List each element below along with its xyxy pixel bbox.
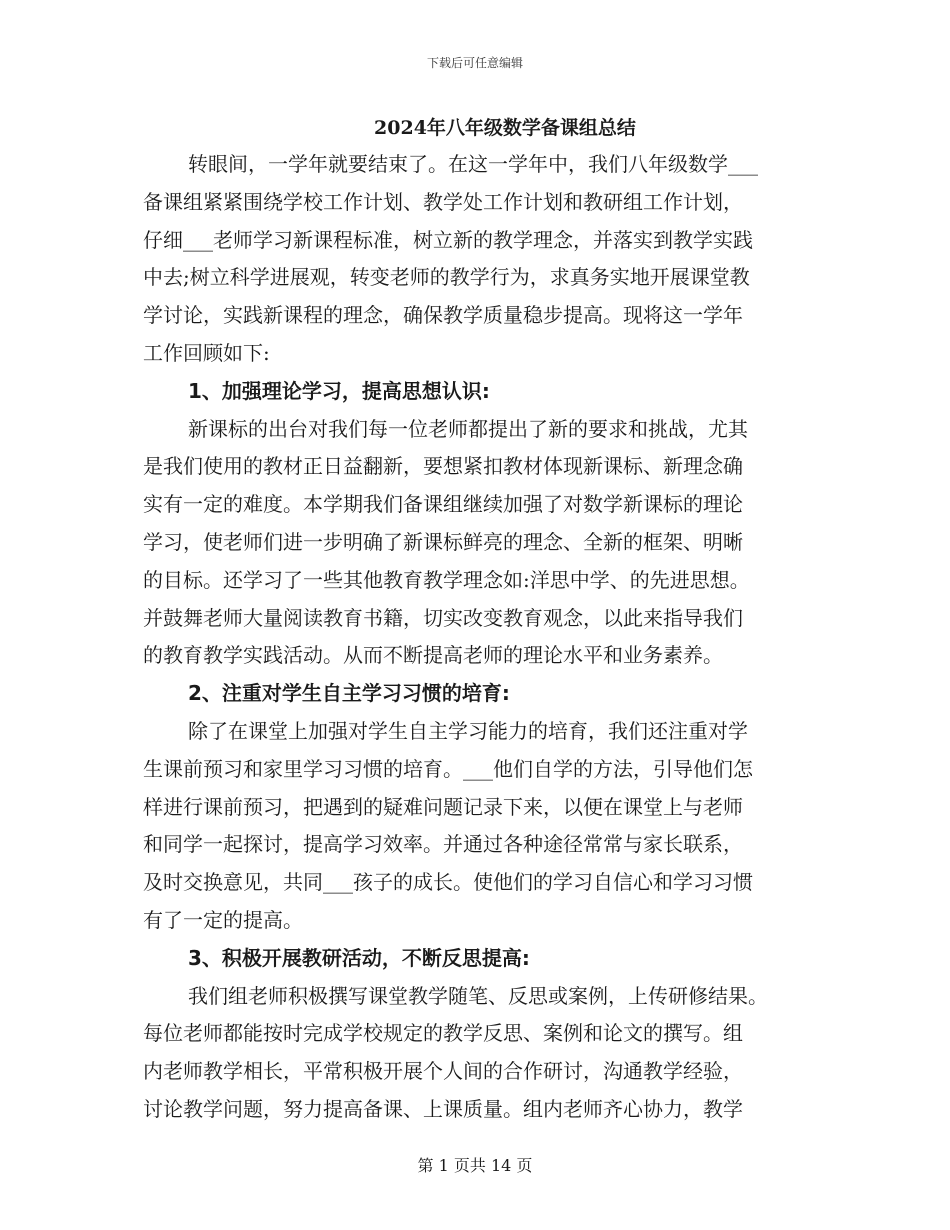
paragraph-line: 并鼓舞老师大量阅读教育书籍，切实改变教育观念，以此来指导我们 [143,605,743,630]
paragraph-line: 我们组老师积极撰写课堂教学随笔、反思或案例，上传研修结果。 [188,983,768,1008]
page-number: 第 1 页共 14 页 [417,1156,533,1175]
paragraph-line: 是我们使用的教材正日益翻新，要想紧扣教材体现新课标、新理念确 [143,454,743,479]
header-note: 下载后可任意编辑 [426,56,523,70]
section-heading: 2、注重对学生自主学习习惯的培育: [188,681,510,706]
paragraph-line: 每位老师都能按时完成学校规定的教学反思、案例和论文的撰写。组 [143,1021,743,1046]
paragraph-line: 样进行课前预习，把遇到的疑难问题记录下来，以便在课堂上与老师 [143,794,743,819]
paragraph-line: 除了在课堂上加强对学生自主学习能力的培育，我们还注重对学 [188,718,748,743]
paragraph-line: 转眼间，一学年就要结束了。在这一学年中，我们八年级数学___ [188,152,758,176]
document-title: 2024年八年级数学备课组总结 [374,117,636,139]
document-body [143,146,807,1129]
paragraph-line: 新课标的出台对我们每一位老师都提出了新的要求和挑战，尤其 [188,416,748,441]
paragraph-line: 及时交换意见，共同___孩子的成长。使他们的学习自信心和学习习惯 [143,870,753,895]
section-heading: 3、积极开展教研活动，不断反思提高: [188,945,530,970]
paragraph-line: 中去;树立科学进展观，转变老师的教学行为，求真务实地开展课堂教 [143,265,750,290]
paragraph-line: 学习，使老师们进一步明确了新课标鲜亮的理念、全新的框架、明晰 [143,529,743,554]
paragraph-line: 工作回顾如下: [143,340,270,365]
paragraph-line: 的目标。还学习了一些其他教育教学理念如:洋思中学、的先进思想。 [143,567,750,592]
paragraph-line: 和同学一起探讨，提高学习效率。并通过各种途径常常与家长联系， [143,832,743,857]
paragraph-line: 实有一定的难度。本学期我们备课组继续加强了对数学新课标的理论 [143,492,743,517]
paragraph-line: 学讨论，实践新课程的理念，确保教学质量稳步提高。现将这一学年 [143,303,743,328]
paragraph-line: 内老师教学相长，平常积极开展个人间的合作研讨，沟通教学经验， [143,1059,743,1084]
paragraph-line: 仔细___老师学习新课程标准，树立新的教学理念，并落实到教学实践 [143,227,753,252]
paragraph-line: 备课组紧紧围绕学校工作计划、教学处工作计划和教研组工作计划， [143,189,743,214]
section-heading: 1、加强理论学习，提高思想认识: [188,378,490,403]
paragraph-line: 有了一定的提高。 [143,907,303,932]
paragraph-line: 的教育教学实践活动。从而不断提高老师的理论水平和业务素养。 [143,643,723,668]
paragraph-line: 生课前预习和家里学习习惯的培育。___他们自学的方法，引导他们怎 [143,756,753,781]
paragraph-line: 讨论教学问题，努力提高备课、上课质量。组内老师齐心协力，教学 [143,1096,743,1121]
